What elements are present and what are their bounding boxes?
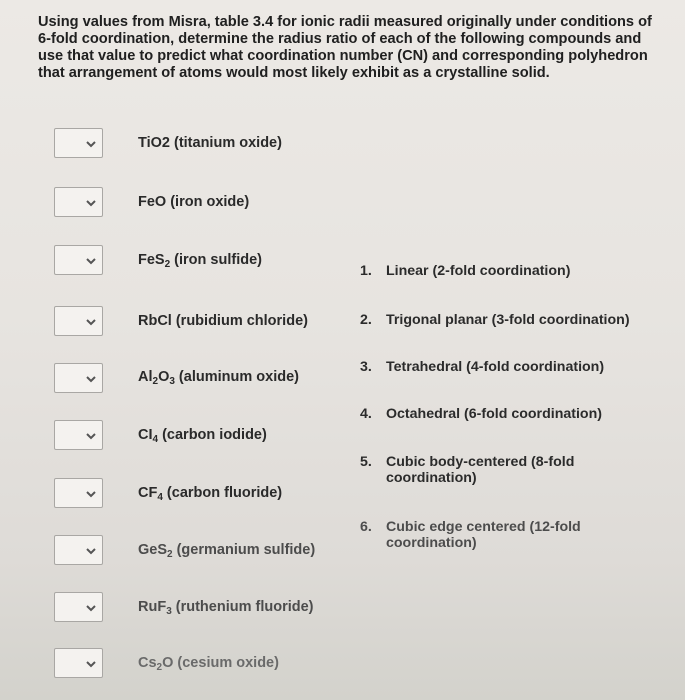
compound-row — [54, 535, 394, 569]
option-label: Cubic edge centered (12-fold coordination) — [386, 519, 581, 551]
answer-dropdown[interactable] — [54, 592, 103, 622]
option-number: 4. — [360, 406, 372, 422]
option-item — [360, 263, 660, 279]
compound-row — [54, 128, 394, 162]
compound-label: RbCl (rubidium chloride) — [138, 313, 308, 329]
compound-label: FeO (iron oxide) — [138, 194, 250, 210]
answer-dropdown[interactable] — [54, 245, 103, 275]
answer-dropdown[interactable] — [54, 648, 103, 678]
question-text: Using values from Misra, table 3.4 for ionic radii measured originally under conditions of 6-fold coordination, determine the radius ratio of each of the following compounds and use that value to predict what coordination number (CN) and corresponding polyhedron that arrangement of atoms would most likely exhibit as a crystalline solid. — [38, 14, 652, 81]
chevron-down-icon — [85, 545, 97, 557]
compound-label: FeS$_2$ (iron sulfide) — [138, 252, 262, 270]
compound-row — [54, 420, 394, 454]
answer-dropdown[interactable] — [54, 306, 103, 336]
compound-row — [54, 363, 394, 397]
compound-label: $CI_4$ (carbon iodide) — [138, 427, 267, 445]
compound-label: GeS$_2$ (germanium sulfide) — [138, 542, 316, 560]
compound-row — [54, 592, 394, 626]
option-number: 3. — [360, 359, 372, 375]
option-item — [360, 406, 660, 422]
chevron-down-icon — [85, 488, 97, 500]
answer-dropdown[interactable] — [54, 128, 103, 158]
option-number: 5. — [360, 454, 372, 470]
compound-label: $Al_2O_3$ (aluminum oxide) — [138, 369, 299, 387]
answer-dropdown[interactable] — [54, 535, 103, 565]
option-item — [360, 312, 660, 328]
option-number: 1. — [360, 263, 372, 279]
option-label: Trigonal planar (3-fold coordination) — [386, 312, 630, 328]
answer-dropdown[interactable] — [54, 363, 103, 393]
compound-row — [54, 187, 394, 221]
answer-dropdown[interactable] — [54, 187, 103, 217]
option-label: Linear (2-fold coordination) — [386, 263, 571, 279]
chevron-down-icon — [85, 255, 97, 267]
compound-row — [54, 306, 394, 340]
chevron-down-icon — [85, 430, 97, 442]
compound-row — [54, 245, 394, 279]
compound-label: TiO2 (titanium oxide) — [138, 135, 282, 151]
compound-label: $Cs_2O$ (cesium oxide) — [138, 655, 279, 673]
compound-row — [54, 478, 394, 512]
chevron-down-icon — [85, 602, 97, 614]
compound-row — [54, 648, 394, 682]
chevron-down-icon — [85, 138, 97, 150]
chevron-down-icon — [85, 197, 97, 209]
answer-dropdown[interactable] — [54, 420, 103, 450]
chevron-down-icon — [85, 316, 97, 328]
option-number: 6. — [360, 519, 372, 535]
answer-dropdown[interactable] — [54, 478, 103, 508]
compound-label: $CF_4$ (carbon fluoride) — [138, 485, 283, 503]
option-label: Cubic body-centered (8-fold coordination) — [386, 454, 575, 486]
compound-label: RuF$_3$ (ruthenium fluoride) — [138, 599, 314, 617]
option-item — [360, 454, 660, 486]
option-label: Octahedral (6-fold coordination) — [386, 406, 602, 422]
option-number: 2. — [360, 312, 372, 328]
chevron-down-icon — [85, 658, 97, 670]
option-item — [360, 359, 660, 375]
chevron-down-icon — [85, 373, 97, 385]
option-label: Tetrahedral (4-fold coordination) — [386, 359, 605, 375]
option-item — [360, 519, 660, 551]
